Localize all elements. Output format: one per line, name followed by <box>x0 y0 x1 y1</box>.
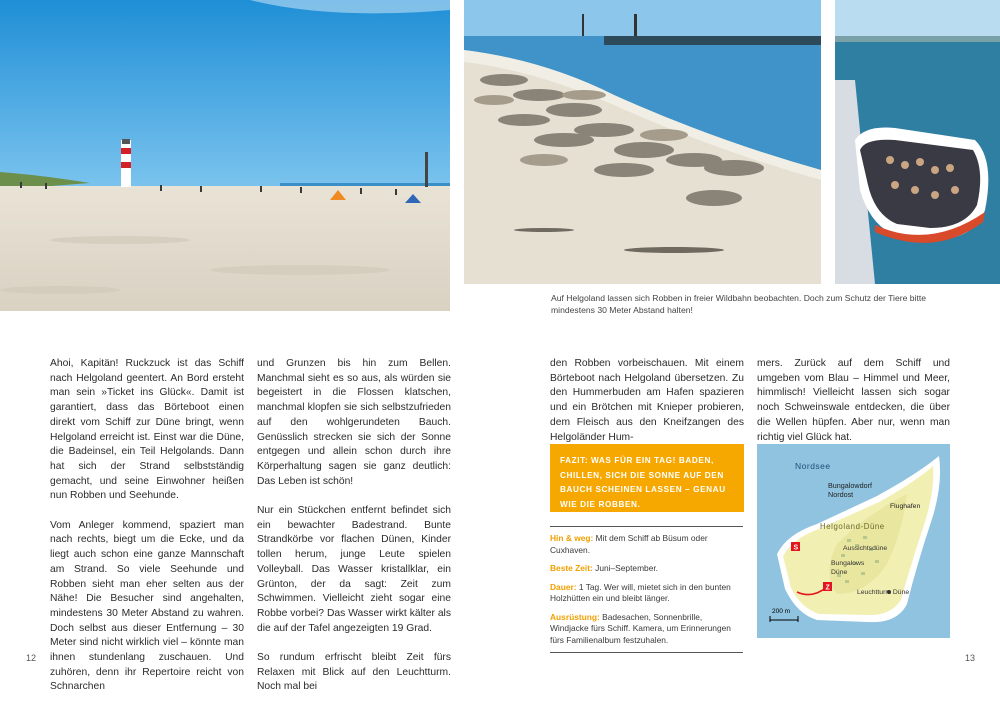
map-sea-label: Nordsee <box>795 461 831 471</box>
text-column-1 <box>50 357 244 710</box>
paragraph: Nur ein Stückchen entfernt befindet sich ein bewachter Badestrand. Bunte Strandkörbe vor flachen Dünen, Kinder tollen herum, junge Leute spielen Volleyball. Das Wasser kristallklar, ein Grünton, der da sagt: Zeit zum Schwimmen. Vielleicht zieht sogar eine Robbe vorbei? Das Wasser wirkt kälter als die auf der Tafel angezeigten 19 Grad. <box>257 505 451 634</box>
map-place-bungalows: Bungalows Düne <box>831 560 865 576</box>
map-scale-label: 200 m <box>772 608 791 615</box>
paragraph: Vom Anleger kommend, spaziert man nach rechts, biegt um die Ecke, und da liegt auch schon eine ganze Mannschaft am Strand. So viele Seehunde und Robben sieht man eher selten aus der Nähe! Die Besucher sind angehalten, mindestens 30 Meter Abstand zu wahren. Doch selbst aus dieser Entfernung – 30 Meter sind nicht wirklich viel – könnte man ihnen stundenlang zuschauen. Und zuhören, denn ihr Repertoire reicht von Schnarchen <box>50 519 244 693</box>
page-number-right: 13 <box>965 653 976 663</box>
paragraph: So rundum erfrischt bleibt Zeit fürs Relaxen mit Blick auf den Leuchtturm. Noch mal bei <box>257 652 451 693</box>
paragraph: den Robben vorbeischauen. Mit einem Börteboot nach Helgoland übersetzen. Zu den Hummerbuden am Hafen spazieren und ein Brötchen mit Knieper probieren, dem Fleisch aus den Kneifzangen des Helgoländer Hum- <box>550 358 744 443</box>
beach-lighthouse-photo <box>0 0 450 311</box>
svg-text:S: S <box>793 544 799 552</box>
boat-photo <box>835 0 1000 284</box>
island-map <box>757 444 950 638</box>
map-place-airport: Flughafen <box>890 503 921 510</box>
map-place-lookout: Aussichtsdüne <box>843 545 888 552</box>
info-row-equipment <box>550 612 743 647</box>
info-row-duration <box>550 582 743 605</box>
fazit-box: FAZIT: WAS FÜR EIN TAG! BADEN, CHILLEN, SICH DIE SONNE AUF DEN BAUCH SCHEINEN LASSEN – GENAU WIE DIE ROBBEN. <box>550 444 744 512</box>
paragraph: Ahoi, Kapitän! Ruckzuck ist das Schiff nach Helgoland geentert. An Bord ersteht man sein »Ticket ins Glück«. Damit ist garantiert, dass das Börteboot einen direkt vom Schiff zur Düne bringt, wenn Helgoland erreicht ist. Einst war die Düne, die Badeinsel, ein Teil Helgolands. Dann hat sich der Strand selbstständig gemacht, und seine Einwohner heißen nun Robben und Seehunde. <box>50 358 244 502</box>
info-text: Badesachen, Sonnenbrille, Windjacke fürs Schiff. Kamera, um Erinnerungen fürs Familienalbum festzuhalen. <box>550 611 731 645</box>
info-text: 1 Tag. Wer will, mietet sich in den bunten Holzhütten ein und bleibt länger. <box>550 581 731 603</box>
info-row-season <box>550 563 743 575</box>
svg-text:Z: Z <box>825 584 830 592</box>
map-place-dune: Helgoland-Düne <box>820 522 885 531</box>
info-label: Ausrüstung: <box>550 611 600 622</box>
info-row-travel <box>550 533 743 556</box>
photo-caption: Auf Helgoland lassen sich Robben in freier Wildbahn beobachten. Doch zum Schutz der Tiere bitte mindestens 30 Meter Abstand halten! <box>551 293 926 315</box>
paragraph: und Grunzen bis hin zum Bellen. Manchmal sieht es so aus, als würden sie begeistert in die Flossen klatschen, manchmal klopfen sie sich selbstzufrieden auf den wohlgerundeten Bauch. Genüsslich strecken sie sich der Sonne entgegen und allein schon durch ihre Körperhaltung sagen sie ganz deutlich: Das Leben ist schön! <box>257 358 451 487</box>
info-text: Mit dem Schiff ab Büsum oder Cuxhaven. <box>550 533 708 555</box>
info-box <box>550 526 743 653</box>
seals-beach-photo <box>464 0 821 284</box>
info-label: Dauer: <box>550 581 577 592</box>
map-place-bungalowdorf: Bungalowdorf Nordost <box>828 481 872 499</box>
map-place-lighthouse: Leuchtturm Düne <box>857 589 910 596</box>
info-text: Juni–September. <box>595 563 659 573</box>
info-label: Hin & weg: <box>550 533 594 543</box>
paragraph: mers. Zurück auf dem Schiff und umgeben vom Blau – Himmel und Meer, himmlisch! Vielleicht lassen sich sogar noch Schweinswale entdecken, die über die Wellen hüpfen. Aber nur, wenn man richtig viel Glück hat. <box>757 358 950 443</box>
text-column-2 <box>257 357 451 710</box>
page-number-left: 12 <box>26 653 37 663</box>
info-label: Beste Zeit: <box>550 563 593 573</box>
